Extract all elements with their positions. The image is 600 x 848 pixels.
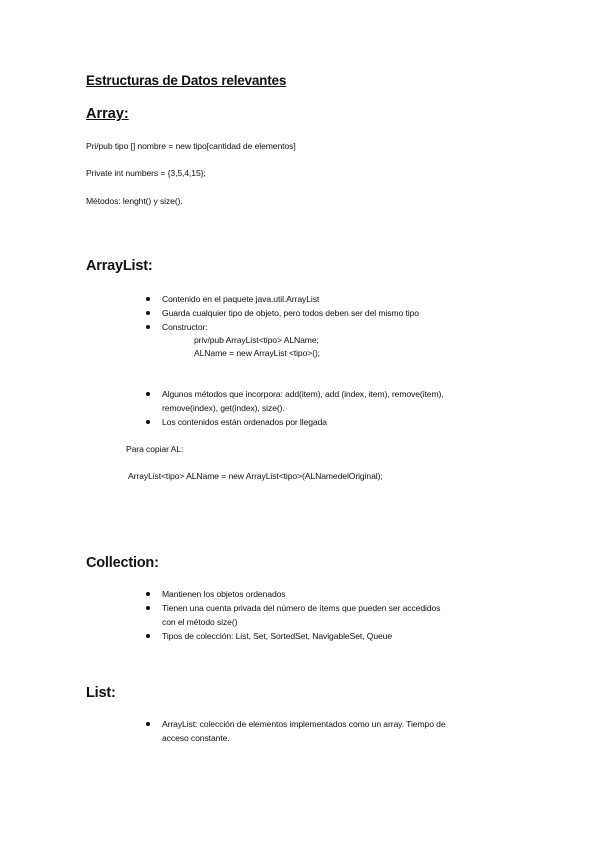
list-item: Tipos de colección: List, Set, SortedSet, NavigableSet, Queue (146, 629, 440, 643)
methods-line: remove(index), get(index), size(). (162, 403, 285, 413)
list-item: Guarda cualquier tipo de objeto, pero todos deben ser del mismo tipo (146, 306, 419, 320)
collection-heading: Collection: (86, 555, 159, 571)
array-example-line: Private int numbers = {3,5,4,15}; (86, 168, 206, 178)
array-declaration-line: Pri/pub tipo [] nombre = new tipo[cantidad de elementos] (86, 141, 296, 151)
collection-bullet-line: Tienen una cuenta privada del número de ítems que pueden ser accedidos (162, 603, 441, 613)
copy-code: ArrayList<tipo> ALName = new ArrayList<tipo>(ALNamedelOriginal); (128, 471, 383, 481)
list-item (146, 320, 419, 360)
methods-line: Algunos métodos que incorpora: add(item), add (index, item), remove(item), (162, 389, 444, 399)
list-heading: List: (86, 685, 116, 701)
arraylist-heading: ArrayList: (86, 258, 153, 274)
list-bullet-line: acceso constante. (162, 733, 230, 743)
copy-label: Para copiar AL: (126, 444, 184, 454)
constructor-line: ALName = new ArrayList <tipo>(); (194, 348, 321, 358)
arraylist-methods-list (146, 387, 444, 429)
list-item: Mantienen los objetos ordenados (146, 587, 440, 601)
array-heading: Array: (86, 106, 129, 122)
collection-bullet-line: con el método size() (162, 617, 238, 627)
list-item: Contenido en el paquete java.util.ArrayList (146, 292, 419, 306)
document-title: Estructuras de Datos relevantes (86, 73, 287, 88)
constructor-label: Constructor: (162, 322, 208, 332)
list-item (146, 601, 440, 629)
list-item (146, 717, 446, 745)
list-item: Los contenidos están ordenados por llegada (146, 415, 444, 429)
collection-bullet-list (146, 587, 440, 643)
list-bullet-line: ArrayList: colección de elementos implementados como un array. Tiempo de (162, 719, 446, 729)
array-methods-line: Métodos: lenght() y size(). (86, 196, 183, 206)
arraylist-bullet-list (146, 292, 419, 360)
list-bullet-list (146, 717, 446, 745)
constructor-line: priv/pub ArrayList<tipo> ALName; (194, 335, 319, 345)
list-item (146, 387, 444, 415)
